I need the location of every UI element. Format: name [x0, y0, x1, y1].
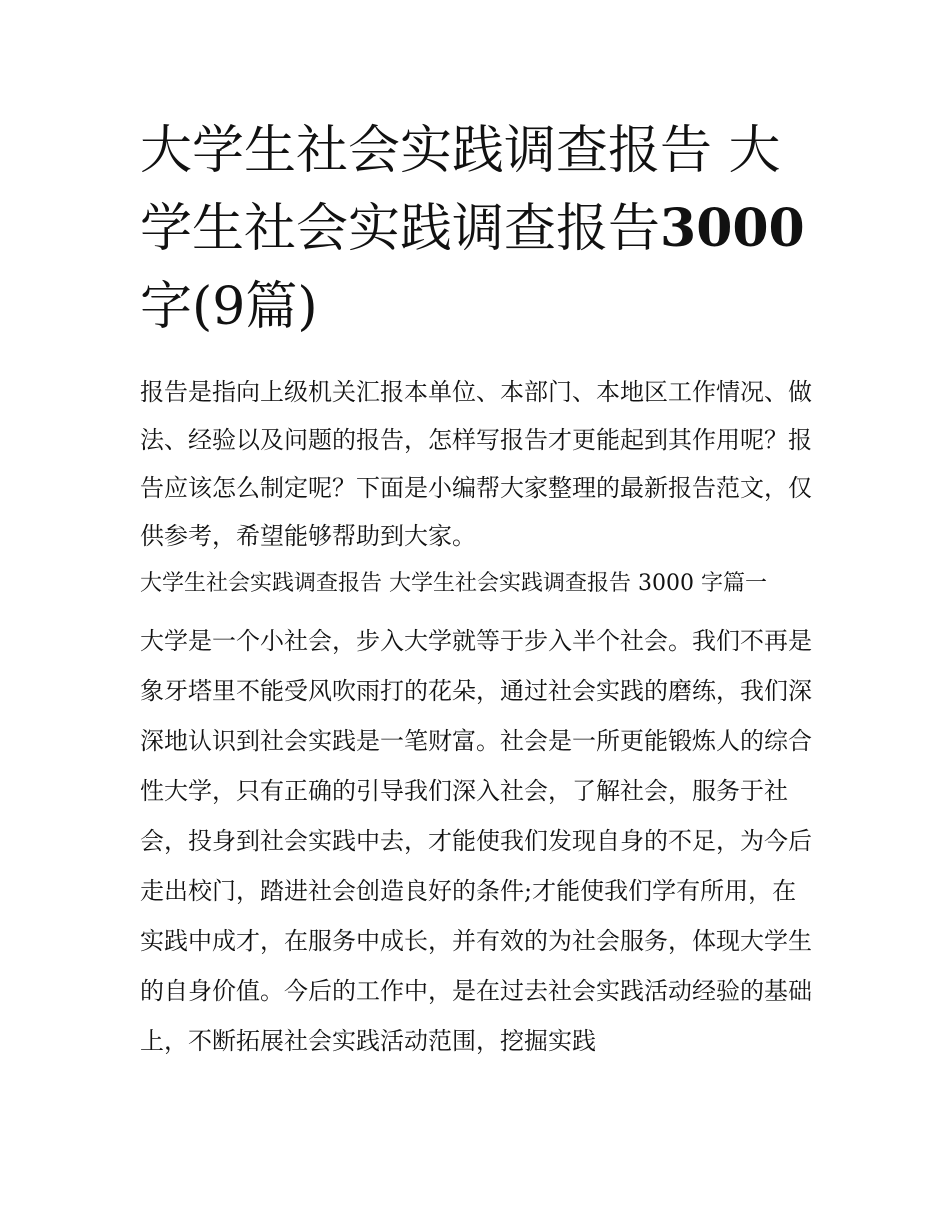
title-text: 大学生社会实践调查报告 大学生社会实践调查报告 — [140, 121, 781, 259]
intro-paragraph: 报告是指向上级机关汇报本单位、本部门、本地区工作情况、做法、经验以及问题的报告，怎样写报告才更能起到其作用呢？报告应该怎么制定呢？下面是小编帮大家整理的最新报告范文，仅供参考，希望能够帮助到大家。 — [140, 378, 812, 550]
section-heading: 大学生社会实践调查报告 大学生社会实践调查报告 3000 字篇一 — [140, 571, 767, 596]
title-suffix: 字(9篇) — [140, 277, 318, 337]
document-title — [140, 112, 812, 346]
document-page — [140, 112, 812, 1066]
body-paragraph: 大学是一个小社会，步入大学就等于步入半个社会。我们不再是象牙塔里不能受风吹雨打的花朵，通过社会实践的磨练，我们深深地认识到社会实践是一笔财富。社会是一所更能锻炼人的综合性大学，只有正确的引导我们深入社会，了解社会，服务于社会，投身到社会实践中去，才能使我们发现自身的不足，为今后走出校门，踏进社会创造良好的条件;才能使我们学有所用，在实践中成才，在服务中成长，并有效的为社会服务，体现大学生的自身价值。今后的工作中，是在过去社会实践活动经验的基础上，不断拓展社会实践活动范围，挖掘实践 — [140, 627, 812, 1055]
title-number: 3000 — [660, 198, 805, 259]
